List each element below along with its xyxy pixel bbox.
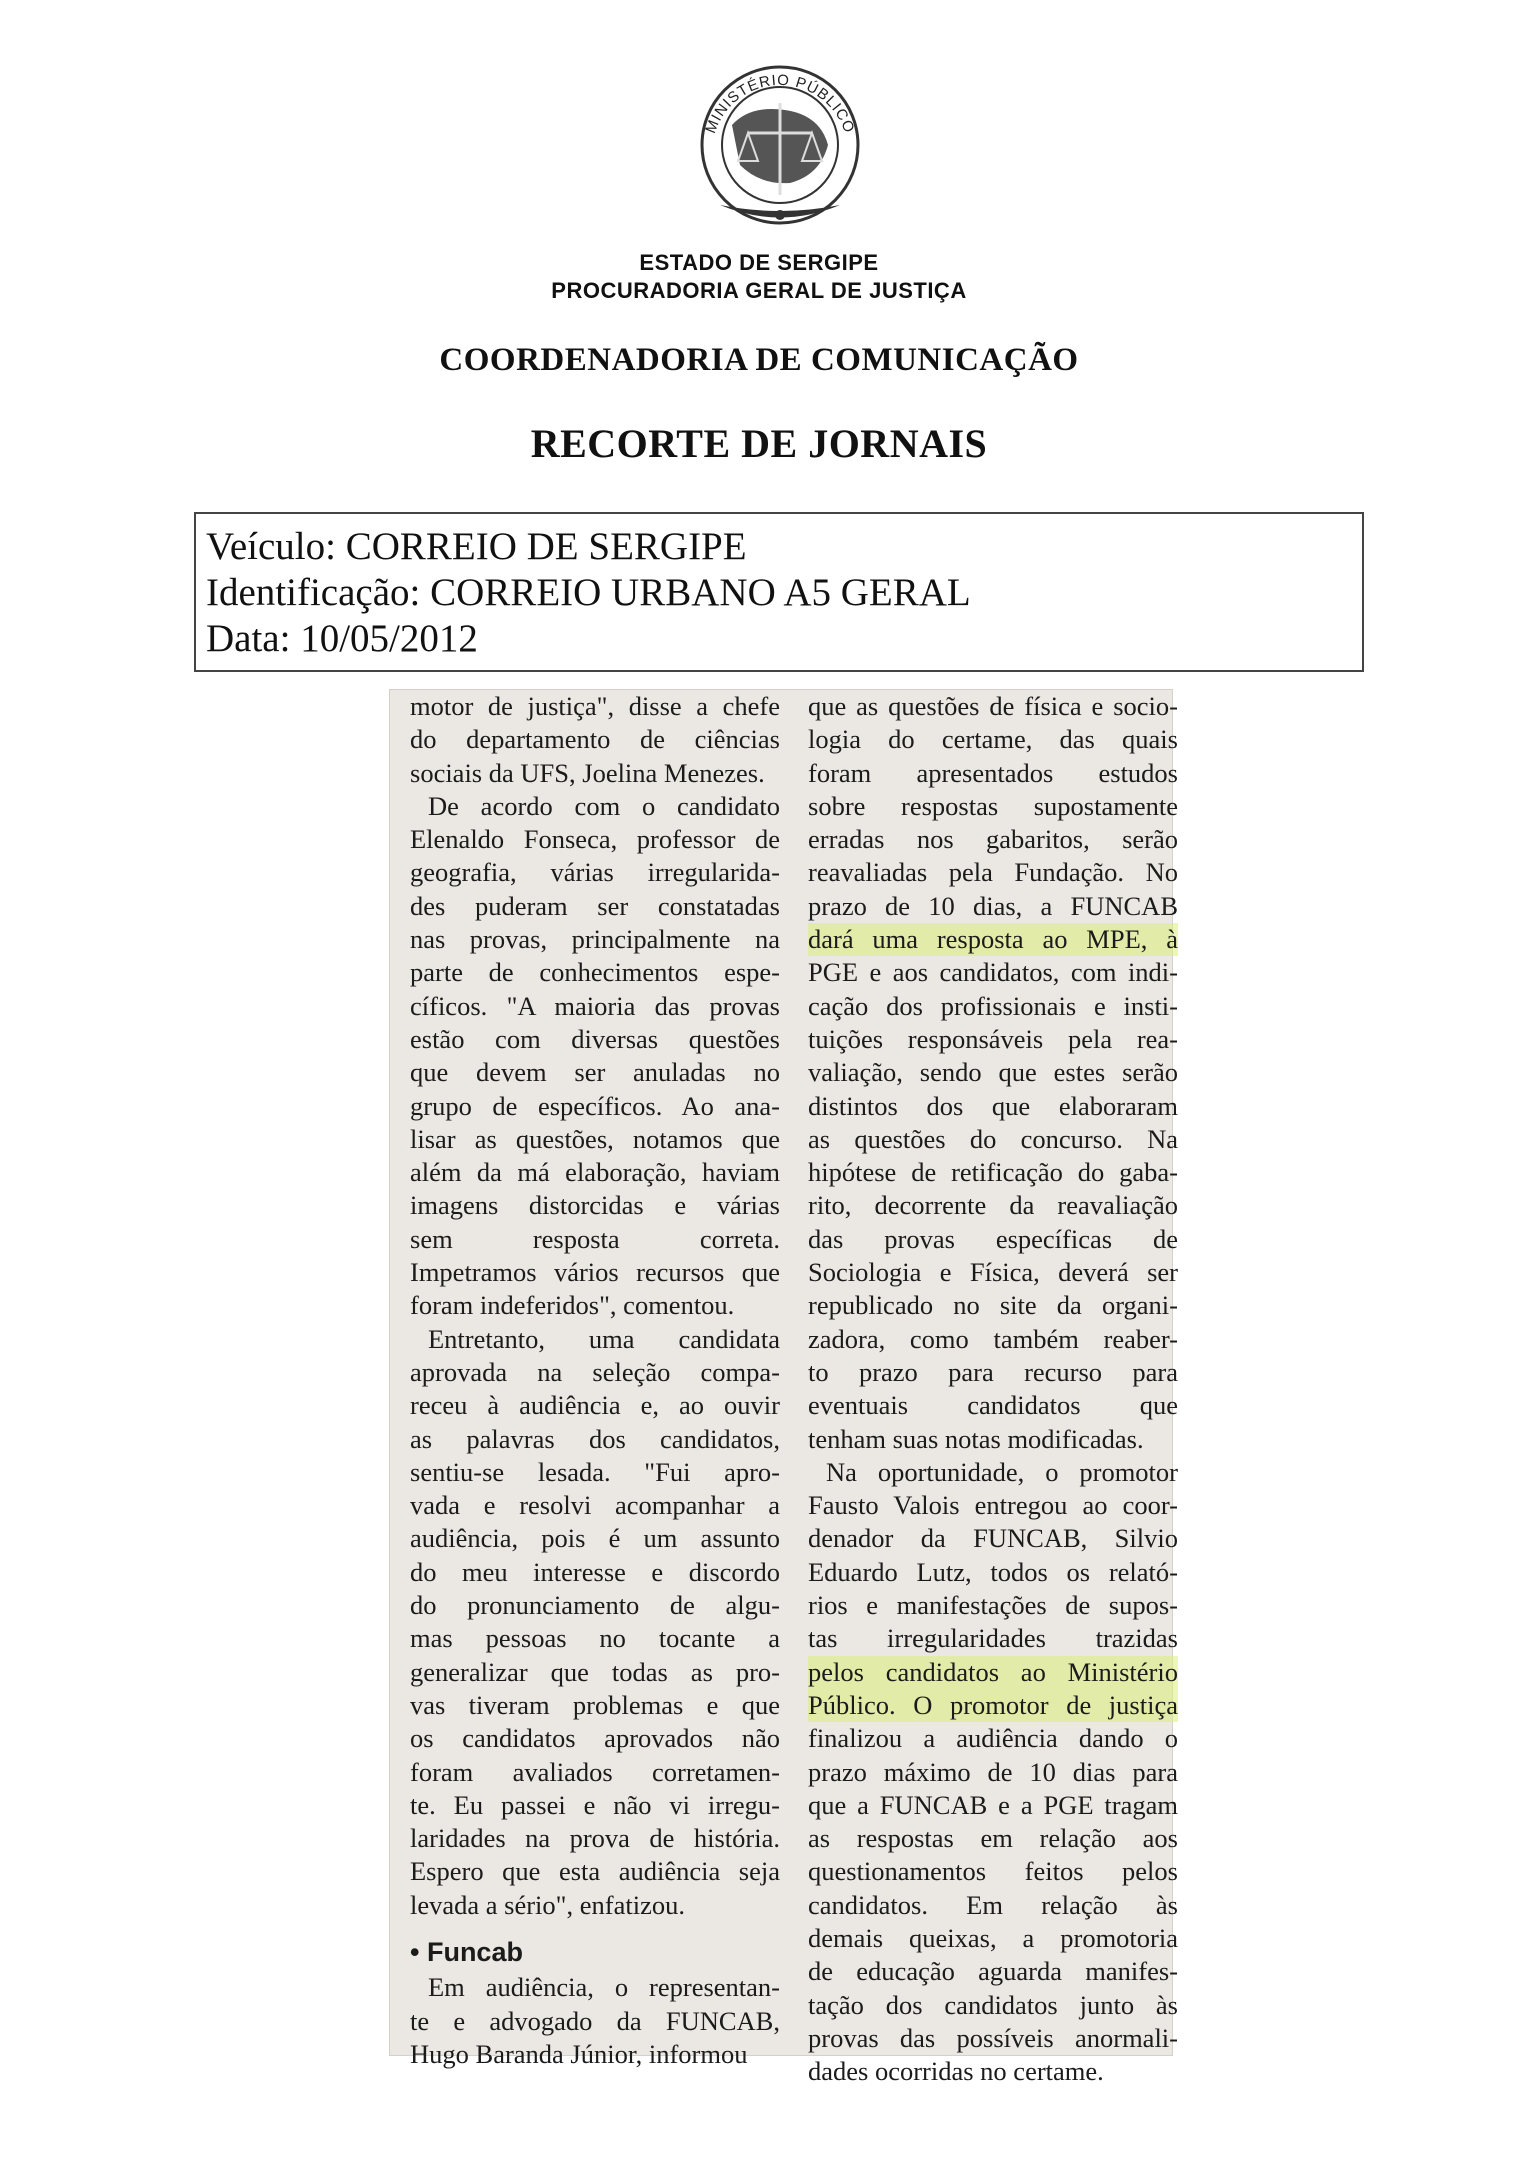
article-line: questionamentos feitos pelos [808, 1856, 1178, 1887]
article-line: mas pessoas no tocante a [410, 1623, 780, 1654]
article-line: te e advogado da FUNCAB, [410, 2005, 780, 2036]
article-line: grupo de específicos. Ao ana- [410, 1090, 780, 1121]
article-line: prazo de 10 dias, a FUNCAB [808, 890, 1178, 921]
article-line: imagens distorcidas e várias [410, 1190, 780, 1221]
article-line: Espero que esta audiência seja [410, 1856, 780, 1887]
article-line: Elenaldo Fonseca, professor de [410, 824, 780, 855]
article-column-left [410, 690, 780, 2071]
article-line: que devem ser anuladas no [410, 1057, 780, 1088]
article-line: prazo máximo de 10 dias para [808, 1756, 1178, 1787]
article-line: além da má elaboração, haviam [410, 1157, 780, 1188]
seal-text: MINISTÉRIO PÚBLICO [702, 71, 858, 136]
article-line: de educação aguarda manifes- [808, 1956, 1178, 1987]
article-line: nas provas, principalmente na [410, 924, 780, 955]
article-line: Em audiência, o representan- [428, 1972, 780, 2003]
article-line: as questões do concurso. Na [808, 1123, 1178, 1154]
article-line: que a FUNCAB e a PGE tragam [808, 1789, 1178, 1820]
article-line: geografia, várias irregularida- [410, 857, 780, 888]
article-line: que as questões de física e socio- [808, 691, 1178, 721]
article-line: as palavras dos candidatos, [410, 1423, 780, 1454]
date-line: Data: 10/05/2012 [206, 617, 478, 660]
identification-line: Identificação: CORREIO URBANO A5 GERAL [206, 571, 971, 614]
article-line: pelos candidatos ao Ministério [808, 1656, 1178, 1689]
article-line: Fausto Valois entregou ao coor- [808, 1490, 1178, 1521]
article-line: do departamento de ciências [410, 724, 780, 755]
article-line: candidatos. Em relação às [808, 1889, 1178, 1920]
article-line: Hugo Baranda Júnior, informou [410, 2038, 748, 2069]
article-line: demais queixas, a promotoria [808, 1922, 1178, 1953]
article-line: laridades na prova de história. [410, 1823, 780, 1854]
article-line: estão com diversas questões [410, 1023, 780, 1054]
article-column-right [808, 690, 1178, 2088]
article-line: das provas específicas de [808, 1223, 1178, 1254]
article-line: generalizar que todas as pro- [410, 1656, 780, 1687]
article-line: foram indeferidos", comentou. [410, 1290, 735, 1321]
article-line: Impetramos vários recursos que [410, 1257, 780, 1288]
publication-info-box [194, 512, 1364, 672]
newspaper-clipping [390, 690, 1178, 2087]
ministerio-publico-seal [690, 55, 870, 235]
article-line: des puderam ser constatadas [410, 890, 780, 921]
article-line: dará uma resposta ao MPE, à [808, 923, 1178, 956]
article-line: Sociologia e Física, deverá ser [808, 1257, 1178, 1288]
vehicle-line: Veículo: CORREIO DE SERGIPE [206, 525, 747, 568]
article-line: sem resposta correta. [410, 1223, 780, 1254]
article-line: valiação, sendo que estes serão [808, 1057, 1178, 1088]
article-subheading: • Funcab [410, 1936, 523, 1967]
header-department: COORDENADORIA DE COMUNICAÇÃO [439, 342, 1079, 378]
article-line: tação dos candidatos junto às [808, 1989, 1178, 2020]
article-line: Entretanto, uma candidata [428, 1323, 780, 1354]
article-line: tas irregularidades trazidas [808, 1623, 1178, 1654]
article-line: denador da FUNCAB, Silvio [808, 1523, 1178, 1554]
article-line: logia do certame, das quais [808, 724, 1178, 755]
article-line: cíficos. "A maioria das provas [410, 990, 780, 1021]
article-line: republicado no site da organi- [808, 1290, 1178, 1321]
article-line: Na oportunidade, o promotor [826, 1456, 1178, 1487]
article-line: tuições responsáveis pela rea- [808, 1023, 1178, 1054]
section-title: RECORTE DE JORNAIS [530, 421, 988, 466]
article-line: parte de conhecimentos espe- [410, 957, 780, 988]
article-line: to prazo para recurso para [808, 1356, 1178, 1387]
article-line: aprovada na seleção compa- [410, 1356, 780, 1387]
article-line: lisar as questões, notamos que [410, 1123, 780, 1154]
header-organization: PROCURADORIA GERAL DE JUSTIÇA [551, 278, 967, 303]
article-line: te. Eu passei e não vi irregu- [410, 1789, 780, 1820]
article-line: receu à audiência e, ao ouvir [410, 1390, 780, 1421]
article-line: os candidatos aprovados não [410, 1723, 780, 1754]
article-line: sociais da UFS, Joelina Menezes. [410, 757, 765, 788]
article-line: foram apresentados estudos [808, 757, 1178, 788]
article-line: De acordo com o candidato [428, 790, 780, 821]
article-line: motor de justiça", disse a chefe [410, 691, 780, 721]
article-line: cação dos profissionais e insti- [808, 990, 1178, 1021]
header-state: ESTADO DE SERGIPE [639, 250, 879, 275]
article-line: sobre respostas supostamente [808, 790, 1178, 821]
scales-of-justice-seal-icon [690, 55, 870, 235]
article-line: rito, decorrente da reavaliação [808, 1190, 1178, 1221]
article-line: provas das possíveis anormali- [808, 2022, 1178, 2053]
article-line: as respostas em relação aos [808, 1823, 1178, 1854]
article-line: levada a sério", enfatizou. [410, 1889, 685, 1920]
article-line: dades ocorridas no certame. [808, 2056, 1104, 2087]
article-line: sentiu-se lesada. "Fui apro- [410, 1456, 780, 1487]
article-line: reavaliadas pela Fundação. No [808, 857, 1178, 888]
article-line: foram avaliados corretamen- [410, 1756, 780, 1787]
article-line: audiência, pois é um assunto [410, 1523, 780, 1554]
article-line: distintos dos que elaboraram [808, 1090, 1178, 1121]
article-line: Eduardo Lutz, todos os relató- [808, 1556, 1178, 1587]
article-line: eventuais candidatos que [808, 1390, 1178, 1421]
article-line: vada e resolvi acompanhar a [410, 1490, 780, 1521]
article-line: hipótese de retificação do gaba- [808, 1157, 1178, 1188]
article-line: do pronunciamento de algu- [410, 1590, 780, 1621]
article-line: do meu interesse e discordo [410, 1556, 780, 1587]
article-line: finalizou a audiência dando o [808, 1723, 1178, 1754]
article-line: PGE e aos candidatos, com indi- [808, 957, 1178, 988]
article-line: rios e manifestações de supos- [808, 1590, 1178, 1621]
article-line: zadora, como também reaber- [808, 1323, 1178, 1354]
article-line: Público. O promotor de justiça [808, 1689, 1178, 1722]
article-line: tenham suas notas modificadas. [808, 1423, 1144, 1454]
article-line: vas tiveram problemas e que [410, 1689, 780, 1720]
article-line: erradas nos gabaritos, serão [808, 824, 1178, 855]
